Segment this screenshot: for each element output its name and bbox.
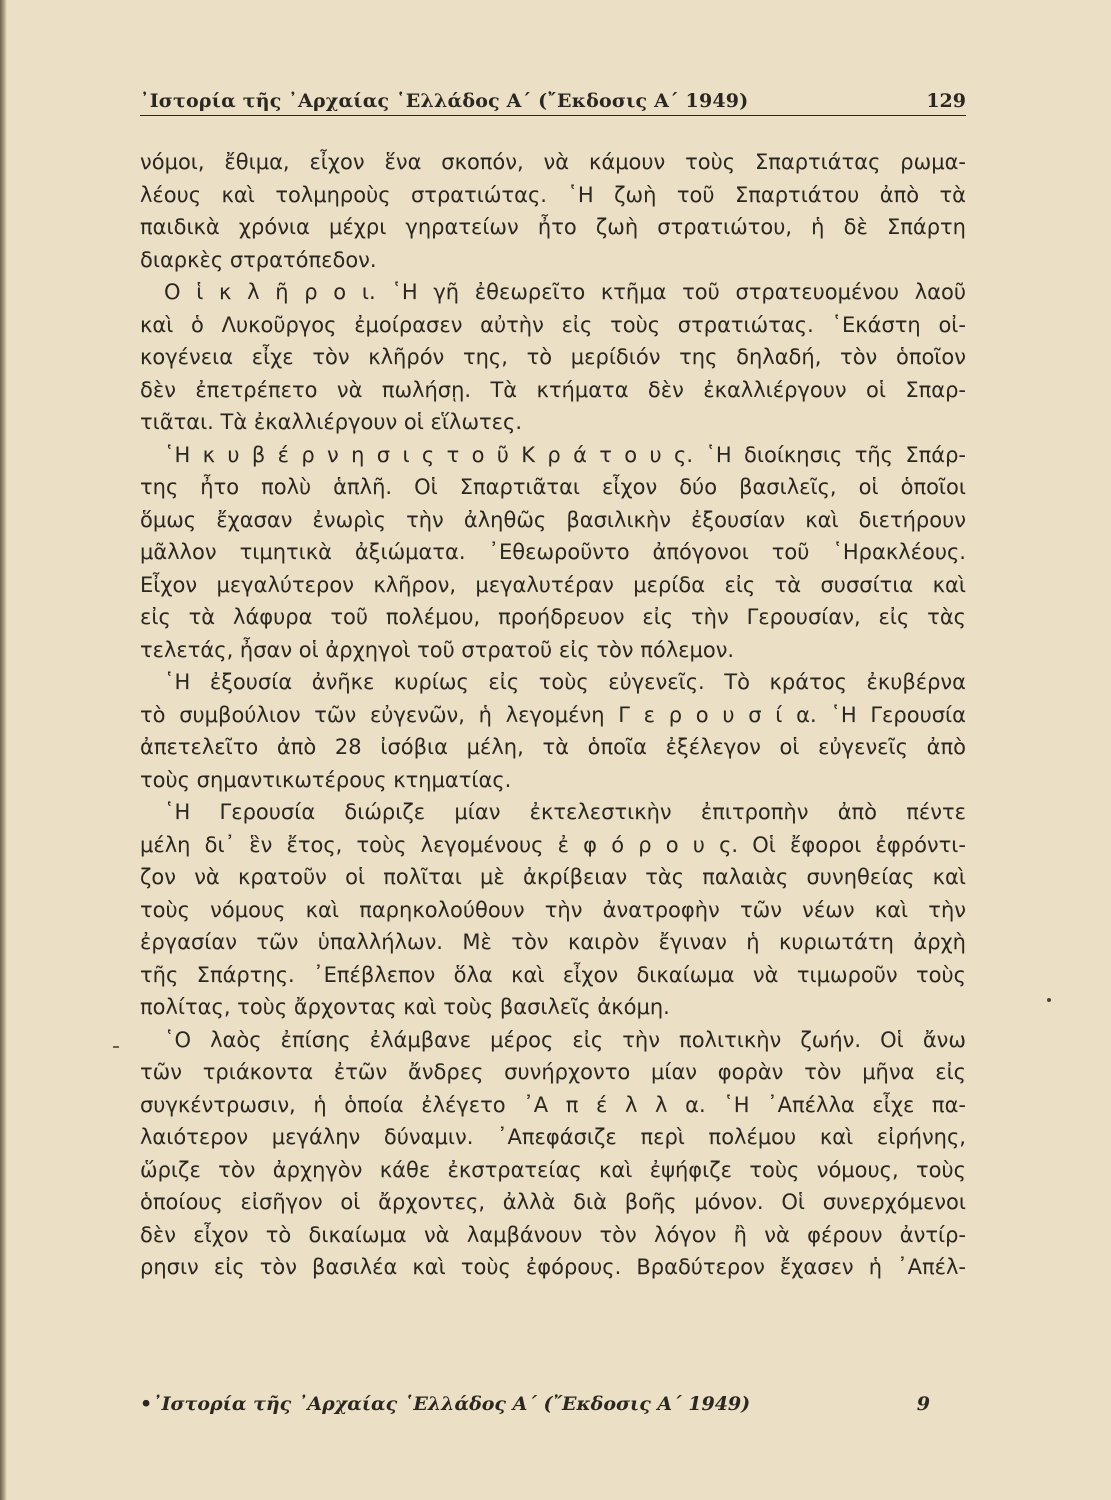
text-line: Εἶχον μεγαλύτερον κλῆρον, μεγαλυτέραν μερίδα εἰς τὰ συσσίτια καὶ (140, 572, 966, 597)
text-line: τῆς Σπάρτης. ᾿Επέβλεπον ὅλα καὶ εἶχον δικαίωμα νὰ τιμωροῦν τοὺς (140, 962, 966, 987)
text-line: συγκέντρωσιν, ἡ ὁποία ἐλέγετο ᾿Α π έ λ λ α. ῾Η ᾿Απέλλα εἶχε πα- (140, 1092, 966, 1117)
text-line: πολίτας, τοὺς ἄρχοντας καὶ τοὺς βασιλεῖς ἀκόμη. (140, 995, 670, 1019)
text-line: τοὺς σημαντικωτέρους κτηματίας. (140, 767, 512, 792)
text-line: δὲν ἐπετρέπετο νὰ πωλήσῃ. Τὰ κτήματα δὲν ἐκαλλιέργουν οἱ Σπαρ- (140, 377, 966, 402)
text-line: ῾Η Γερουσία διώριζε μίαν ἐκτελεστικὴν ἐπιτροπὴν ἀπὸ πέντε (164, 800, 966, 824)
text-line: τελετάς, ἦσαν οἱ ἀρχηγοὶ τοῦ στρατοῦ εἰς τὸν πόλεμον. (140, 637, 735, 662)
text-line: νόμοι, ἔθιμα, εἶχον ἕνα σκοπόν, νὰ κάμουν τοὺς Σπαρτιάτας ρωμα- (140, 150, 966, 174)
text-line: ρησιν εἰς τὸν βασιλέα καὶ τοὺς ἐφόρους. Βραδύτερον ἔχασεν ἡ ᾿Απέλ- (140, 1255, 966, 1279)
header-title: ᾿Ιστορία τῆς ᾿Αρχαίας ῾Ελλάδος Α΄ (῎Εκδοσις Α΄ 1949) (140, 90, 749, 112)
text-line: ἐργασίαν τῶν ὑπαλλήλων. Μὲ τὸν καιρὸν ἔγιναν ἡ κυριωτάτη ἀρχὴ (140, 930, 966, 954)
text-line: καὶ ὁ Λυκοῦργος ἐμοίρασεν αὐτὴν εἰς τοὺς στρατιώτας. ῾Εκάστη οἰ- (140, 312, 966, 337)
text-line: δὲν εἶχον τὸ δικαίωμα νὰ λαμβάνουν τὸν λόγον ἢ νὰ φέρουν ἀντίρ- (140, 1222, 966, 1247)
text-line: εἰς τὰ λάφυρα τοῦ πολέμου, προήδρευον εἰς τὴν Γερουσίαν, εἰς τὰς (140, 605, 966, 629)
text-line: λέους καὶ τολμηροὺς στρατιώτας. ῾Η ζωὴ τοῦ Σπαρτιάτου ἀπὸ τὰ (140, 182, 966, 207)
margin-speck (1047, 998, 1051, 1002)
text-line: της ἦτο πολὺ ἁπλῆ. Οἱ Σπαρτιᾶται εἶχον δύο βασιλεῖς, οἱ ὁποῖοι (140, 475, 966, 499)
text-line: ὥριζε τὸν ἀρχηγὸν κάθε ἐκστρατείας καὶ ἐψήφιζε τοὺς νόμους, τοὺς (140, 1157, 966, 1182)
text-line: ῾Η κ υ β έ ρ ν η σ ι ς τ ο ῦ Κ ρ ά τ ο υ ς. ῾Η διοίκησις τῆς Σπάρ- (164, 442, 966, 467)
text-line: μέλη δι᾿ ἓν ἔτος, τοὺς λεγομένους ἐ φ ό ρ ο υ ς. Οἱ ἔφοροι ἐφρόντι- (140, 832, 966, 857)
book-spine-shadow (0, 0, 7, 1500)
footer-signature-line (140, 1393, 930, 1415)
text-line: ῾Ο λαὸς ἐπίσης ἐλάμβανε μέρος εἰς τὴν πολιτικὴν ζωήν. Οἱ ἄνω (164, 1027, 966, 1052)
text-line: μᾶλλον τιμητικὰ ἀξιώματα. ᾿Εθεωροῦντο ἀπόγονοι τοῦ ῾Ηρακλέους. (140, 540, 966, 564)
page-body (140, 146, 966, 1284)
text-line: τιᾶται. Τὰ ἐκαλλιέργουν οἱ εἵλωτες. (140, 410, 523, 434)
text-line: ἀπετελεῖτο ἀπὸ 28 ἰσόβια μέλη, τὰ ὁποῖα ἐξέλεγον οἱ εὐγενεῖς ἀπὸ (140, 735, 966, 759)
text-line: ὁποίους εἰσῆγον οἱ ἄρχοντες, ἀλλὰ διὰ βοῆς μόνον. Οἱ συνερχόμενοι (140, 1190, 966, 1214)
text-line: κογένεια εἶχε τὸν κλῆρόν της, τὸ μερίδιόν της δηλαδή, τὸν ὁποῖον (140, 345, 966, 369)
text-line: παιδικὰ χρόνια μέχρι γηρατείων ἦτο ζωὴ στρατιώτου, ἡ δὲ Σπάρτη (140, 215, 966, 239)
signature-mark: 9 (916, 1393, 930, 1415)
text-line: ὅμως ἔχασαν ἐνωρὶς τὴν ἀληθῶς βασιλικὴν ἐξουσίαν καὶ διετήρουν (140, 507, 966, 532)
text-line: Ο ἱ κ λ ῆ ρ ο ι. ῾Η γῆ ἐθεωρεῖτο κτῆμα τοῦ στρατευομένου λαοῦ (164, 280, 966, 304)
text-line: λαιότερον μεγάλην δύναμιν. ᾿Απεφάσιζε περὶ πολέμου καὶ εἰρήνης, (140, 1125, 966, 1149)
footer-title: •᾿Ιστορία τῆς ᾿Αρχαίας ῾Ελλάδος Α΄ (῎Εκδοσις Α΄ 1949) (140, 1393, 751, 1415)
text-line: τὸ συμβούλιον τῶν εὐγενῶν, ἡ λεγομένη Γ ε ρ ο υ σ ί α. ῾Η Γερουσία (140, 702, 966, 727)
text-line: διαρκὲς στρατόπεδον. (140, 247, 377, 272)
book-page (140, 90, 966, 1284)
text-line: τοὺς νόμους καὶ παρηκολούθουν τὴν ἀνατροφὴν τῶν νέων καὶ τὴν (140, 897, 966, 922)
margin-mark (113, 1046, 119, 1048)
text-line: ζον νὰ κρατοῦν οἱ πολῖται μὲ ἀκρίβειαν τὰς παλαιὰς συνηθείας καὶ (140, 865, 966, 889)
text-line: ῾Η ἐξουσία ἀνῆκε κυρίως εἰς τοὺς εὐγενεῖς. Τὸ κράτος ἐκυβέρνα (164, 670, 966, 694)
running-header (140, 90, 966, 116)
text-line: τῶν τριάκοντα ἐτῶν ἄνδρες συνήρχοντο μίαν φορὰν τὸν μῆνα εἰς (140, 1060, 966, 1084)
page-number: 129 (926, 90, 966, 112)
